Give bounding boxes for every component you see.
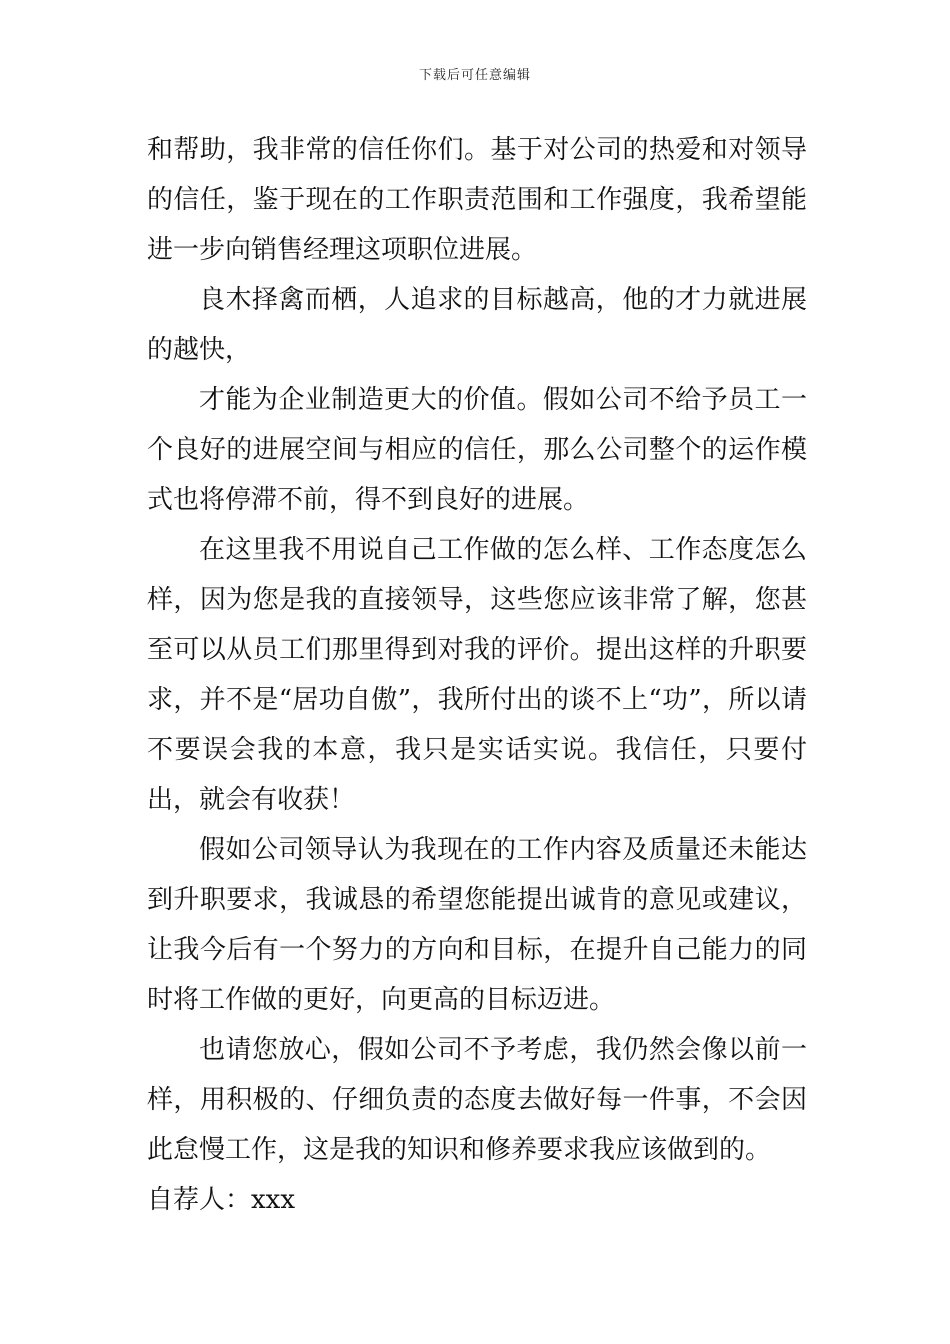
page-header: 下载后可任意编辑: [418, 68, 531, 83]
paragraph-6: 也请您放心，假如公司不予考虑，我仍然会像以前一样，用积极的、仔细负责的态度去做好每一件事，不会因此怠慢工作，这是我的知识和修养要求我应该做到的。: [147, 1035, 807, 1165]
document-body: [147, 125, 807, 1225]
paragraph-3: 才能为企业制造更大的价值。假如公司不给予员工一个良好的进展空间与相应的信任，那么公司整个的运作模式也将停滞不前，得不到良好的进展。: [147, 385, 807, 515]
paragraph-1: 和帮助，我非常的信任你们。基于对公司的热爱和对领导的信任，鉴于现在的工作职责范围和工作强度，我希望能进一步向销售经理这项职位进展。: [147, 135, 807, 265]
paragraph-4: 在这里我不用说自己工作做的怎么样、工作态度怎么样，因为您是我的直接领导，这些您应该非常了解，您甚至可以从员工们那里得到对我的评价。提出这样的升职要求，并不是“居功自傲”，我所付出的谈不上“功”，所以请不要误会我的本意，我只是实话实说。我信任，只要付出，就会有收获！: [147, 535, 807, 815]
paragraph-2: 良木择禽而栖，人追求的目标越高，他的才力就进展的越快，: [147, 285, 807, 365]
signature-line: 自荐人：xxx: [147, 1185, 295, 1215]
paragraph-5: 假如公司领导认为我现在的工作内容及质量还未能达到升职要求，我诚恳的希望您能提出诚肯的意见或建议，让我今后有一个努力的方向和目标，在提升自己能力的同时将工作做的更好，向更高的目标迈进。: [147, 835, 807, 1015]
